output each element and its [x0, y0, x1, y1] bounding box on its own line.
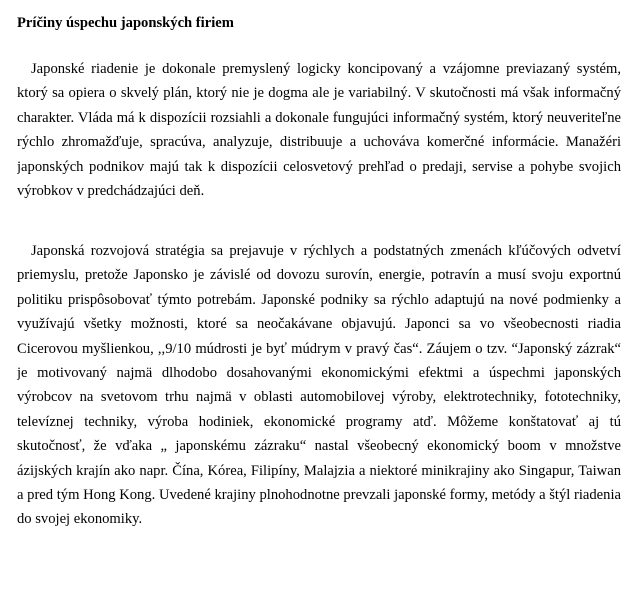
document-page	[17, 0, 621, 591]
document-title: Príčiny úspechu japonských firiem	[17, 15, 234, 31]
paragraph-development-strategy: Japonská rozvojová stratégia sa prejavuje v rýchlych a podstatných zmenách kľúčových odvetví priemyslu, pretože Japonsko je závislé od dovozu surovín, energie, potravín a musí svoju exportnú politiku prispôsobovať týmto potrebám. Japonské podniky sa rýchlo adaptujú na nové podmienky a využívajú všetky možnosti, ktoré sa neočakávane objavujú. Japonci sa vo všeobecnosti riadia Cicerovou myšlienkou, ,,9/10 múdrosti je byť múdrym v pravý čas“. Záujem o tzv. “Japonský zázrak“ je motivovaný najmä dlhodobo dosahovanými ekonomickými efektmi a úspechmi japonských výrobcov na svetovom trhu najmä v oblasti automobilovej výroby, elektrotechniky, fototechniky, televíznej techniky, výroba hodiniek, ekonomické programy atď. Môžeme konštatovať aj tú skutočnosť, že vďaka „ japonskému zázraku“ nastal všeobecný ekonomický boom v množstve ázijských krajín ako napr. Čína, Kórea, Filipíny, Malajzia a niektoré minikrajiny ako Singapur, Taiwan a pred tým Hong Kong. Uvedené krajiny plnohodnotne prevzali japonské formy, metódy a štýl riadenia do svojej ekonomiky.	[17, 243, 621, 528]
paragraph-information-system: Japonské riadenie je dokonale premyslený logicky koncipovaný a vzájomne previazaný systém, ktorý sa opiera o skvelý plán, ktorý nie je dogma ale je variabilný. V skutočnosti má však informačný charakter. Vláda má k dispozícii rozsiahli a dokonale fungujúci informačný systém, ktorý neuveriteľne rýchlo zhromažďuje, spracúva, analyzuje, distribuuje a uchováva komerčné informácie. Manažéri japonských podnikov majú tak k dispozícii celosvetový prehľad o predaji, servise a pohybe svojich výrobkov v predchádzajúci deň.	[17, 61, 621, 200]
